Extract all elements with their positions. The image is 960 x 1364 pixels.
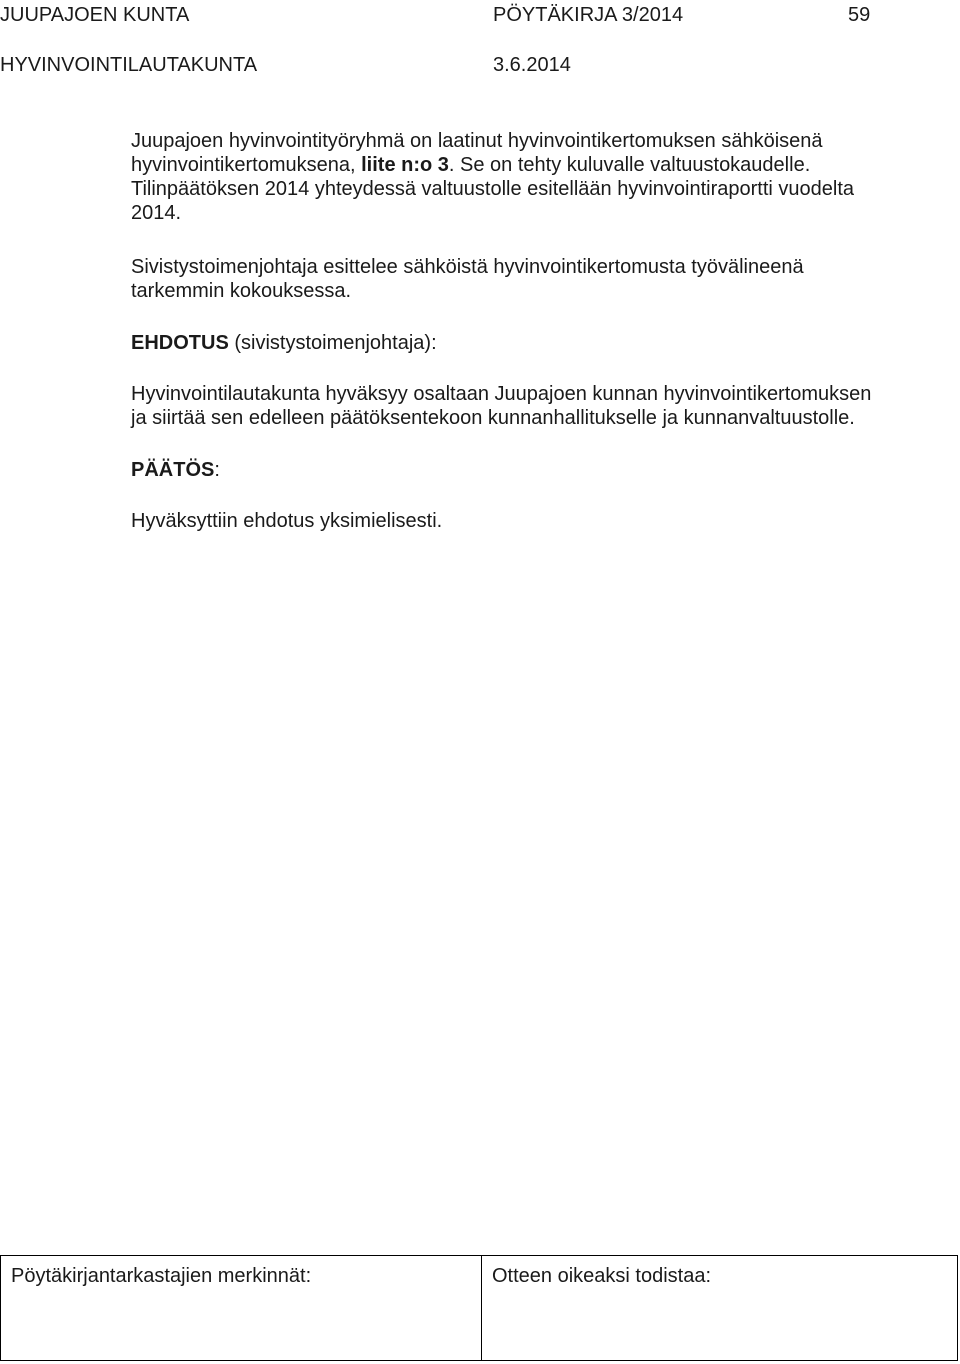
footer-divider: [481, 1256, 482, 1360]
proposal-author: (sivistystoimenjohtaja):: [228, 332, 437, 354]
page-number: 59: [848, 4, 871, 26]
document-title: PÖYTÄKIRJA 3/2014: [493, 4, 684, 26]
footer-signature-box: [0, 1255, 958, 1361]
paragraph-line: Tilinpäätöksen 2014 yhteydessä valtuustolle esitellään hyvinvointiraportti vuodelta: [131, 178, 855, 200]
decision-heading: [131, 458, 220, 482]
decision-label: PÄÄTÖS: [131, 459, 215, 481]
proposal-label: EHDOTUS: [131, 332, 229, 354]
paragraph-line: Sivistystoimenjohtaja esittelee sähköistä hyvinvointikertomusta työvälineenä: [131, 256, 804, 278]
paragraph-line: Juupajoen hyvinvointityöryhmä on laatinut hyvinvointikertomuksen sähköisenä: [131, 130, 823, 152]
certified-copy-label: Otteen oikeaksi todistaa:: [492, 1265, 712, 1287]
attachment-reference: liite n:o 3: [361, 154, 449, 176]
decision-text: Hyväksyttiin ehdotus yksimielisesti.: [131, 510, 443, 532]
paragraph-text: hyvinvointikertomuksena,: [131, 154, 362, 176]
proposal-heading: [131, 331, 437, 355]
paragraph-line: Hyvinvointilautakunta hyväksyy osaltaan Juupajoen kunnan hyvinvointikertomuksen: [131, 383, 872, 405]
paragraph-wellbeing-report: [131, 129, 854, 225]
paragraph-line: ja siirtää sen edelleen päätöksentekoon kunnanhallitukselle ja kunnanvaltuustolle.: [131, 407, 855, 429]
municipality-name: JUUPAJOEN KUNTA: [0, 4, 190, 26]
paragraph-line: tarkemmin kokouksessa.: [131, 280, 352, 302]
paragraph-line: 2014.: [131, 202, 182, 224]
paragraph-presentation: [131, 255, 804, 303]
committee-name: HYVINVOINTILAUTAKUNTA: [0, 54, 258, 76]
paragraph-proposal-text: [131, 382, 871, 430]
meeting-date: 3.6.2014: [493, 54, 571, 76]
paragraph-text: . Se on tehty kuluvalle valtuustokaudelle.: [448, 154, 811, 176]
reviewers-notes-label: Pöytäkirjantarkastajien merkinnät:: [11, 1265, 312, 1287]
decision-colon: :: [214, 459, 220, 481]
paragraph-line: [131, 153, 854, 177]
